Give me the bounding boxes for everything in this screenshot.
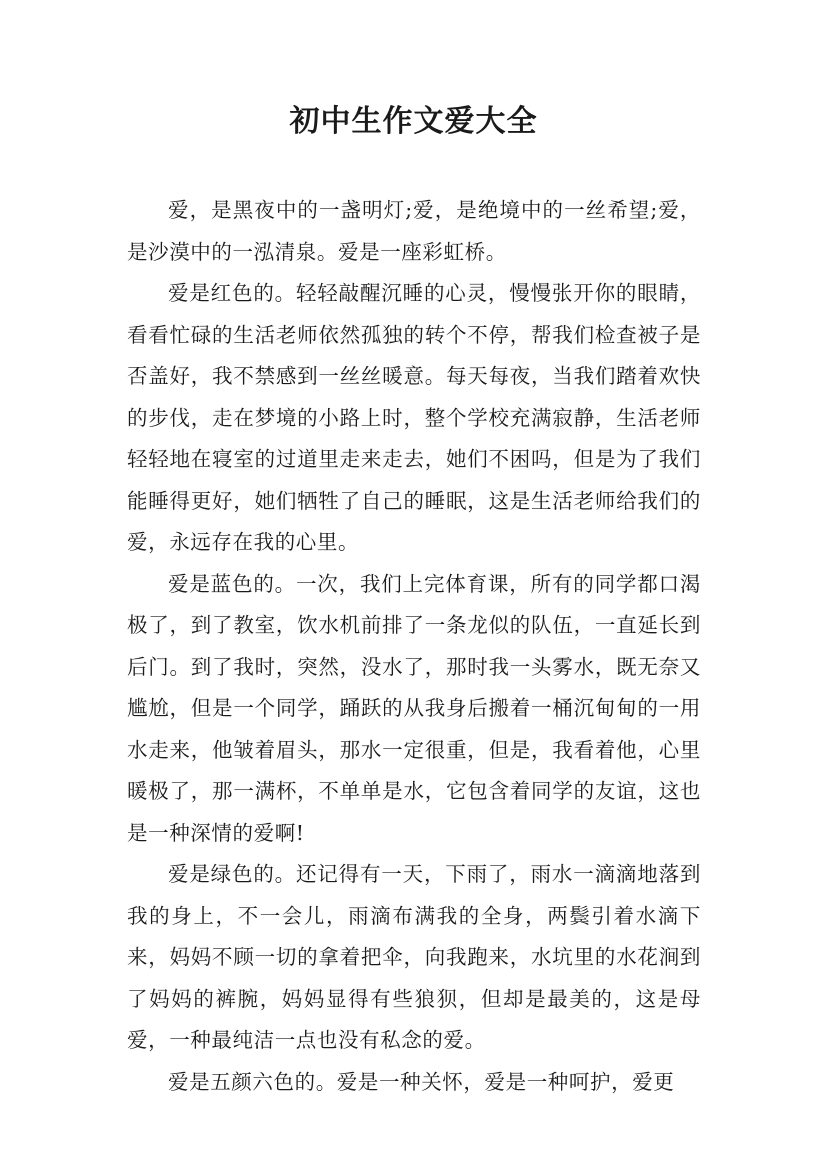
paragraph: 爱是五颜六色的。爱是一种关怀，爱是一种呵护，爱更 [168,1069,675,1094]
paragraph: 爱是红色的。轻轻敲醒沉睡的心灵，慢慢张开你的眼睛，看看忙碌的生活老师依然孤独的转个不停，帮我们检查被子是否盖好，我不禁感到一丝丝暖意。每天每夜，当我们踏着欢快的步伐，走在梦境的小路上时，整个学校充满寂静，生活老师轻轻地在寝室的过道里走来走去，她们不困吗，但是为了我们能睡得更好，她们牺牲了自己的睡眠，这是生活老师给我们的爱，永远存在我的心里。 [127,281,701,554]
essay-body [127,190,701,1103]
page-title: 初中生作文爱大全 [289,104,538,139]
paragraph: 爱是蓝色的。一次，我们上完体育课，所有的同学都口渴极了，到了教室，饮水机前排了一条龙似的队伍，一直延长到后门。到了我时，突然，没水了，那时我一头雾水，既无奈又尴尬，但是一个同学，踊跃的从我身后搬着一桶沉甸甸的一用水走来，他皱着眉头，那水一定很重，但是，我看着他，心里暖极了，那一满杯，不单单是水，它包含着同学的友谊，这也是一种深情的爱啊! [127,571,701,845]
paragraph: 爱，是黑夜中的一盏明灯;爱，是绝境中的一丝希望;爱，是沙漠中的一泓清泉。爱是一座彩虹桥。 [127,198,701,264]
paragraph: 爱是绿色的。还记得有一天，下雨了，雨水一滴滴地落到我的身上，不一会儿，雨滴布满我的全身，两鬓引着水滴下来，妈妈不顾一切的拿着把伞，向我跑来，水坑里的水花涧到了妈妈的裤腕，妈妈显得有些狼狈，但却是最美的，这是母爱，一种最纯洁一点也没有私念的爱。 [127,862,701,1052]
